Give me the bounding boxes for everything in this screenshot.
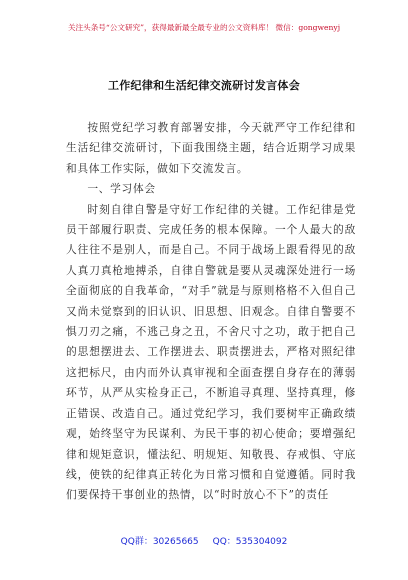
- section-heading: 一、学习体会: [87, 182, 156, 196]
- qq-group-number: QQ群：30265665: [120, 537, 199, 547]
- document-body: [66, 118, 356, 506]
- document-title: 工作纪律和生活纪律交流研讨发言体会: [107, 79, 301, 92]
- section-paragraph: 时刻自律自警是守好工作纪律的关键。工作纪律是党员干部履行职责、完成任务的根本保障。一个人最大的敌人往往不是别人，而是自己。不同于战场上跟看得见的敌人真刀真枪地搏杀，自律自警就是要从灵魂深处进行一场全面彻底的自我革命，“对手”就是与原则格格不入但自己又尚未觉察到的旧认识、旧思想、旧观念。自律自警要不惧刀刃之痛，不逃己身之丑，不舍尺寸之功，敢于把自己的思想摆进去、工作摆进去、职责摆进去，严格对照纪律这把标尺，由内而外认真审视和全面查摆自身存在的薄弱环节，从严从实检身正己，不断追寻真理、坚持真理，修正错误、改造自己。通过党纪学习，我们要树牢正确政绩观，始终坚守为民谋利、为民干事的初心使命；要增强纪律和规矩意识，懂法纪、明规矩、知敬畏、存戒惧、守底线，使铁的纪律真正转化为日常习惯和自觉遵循。同时我们要保持干事创业的热情，以“时时放心不下”的责任: [66, 202, 356, 502]
- contact-footer: [0, 534, 408, 547]
- promo-banner: 关注头条号“公文研究”，获得最新最全最专业的公文资料库！ 微信：gongwenyj: [67, 23, 341, 32]
- qq-number: QQ：535304092: [212, 537, 288, 547]
- intro-paragraph: 按照党纪学习教育部署安排，今天就严守工作纪律和生活纪律交流研讨，下面我围绕主题，结合近期学习成果和具体工作实际，做如下交流发言。: [66, 121, 356, 175]
